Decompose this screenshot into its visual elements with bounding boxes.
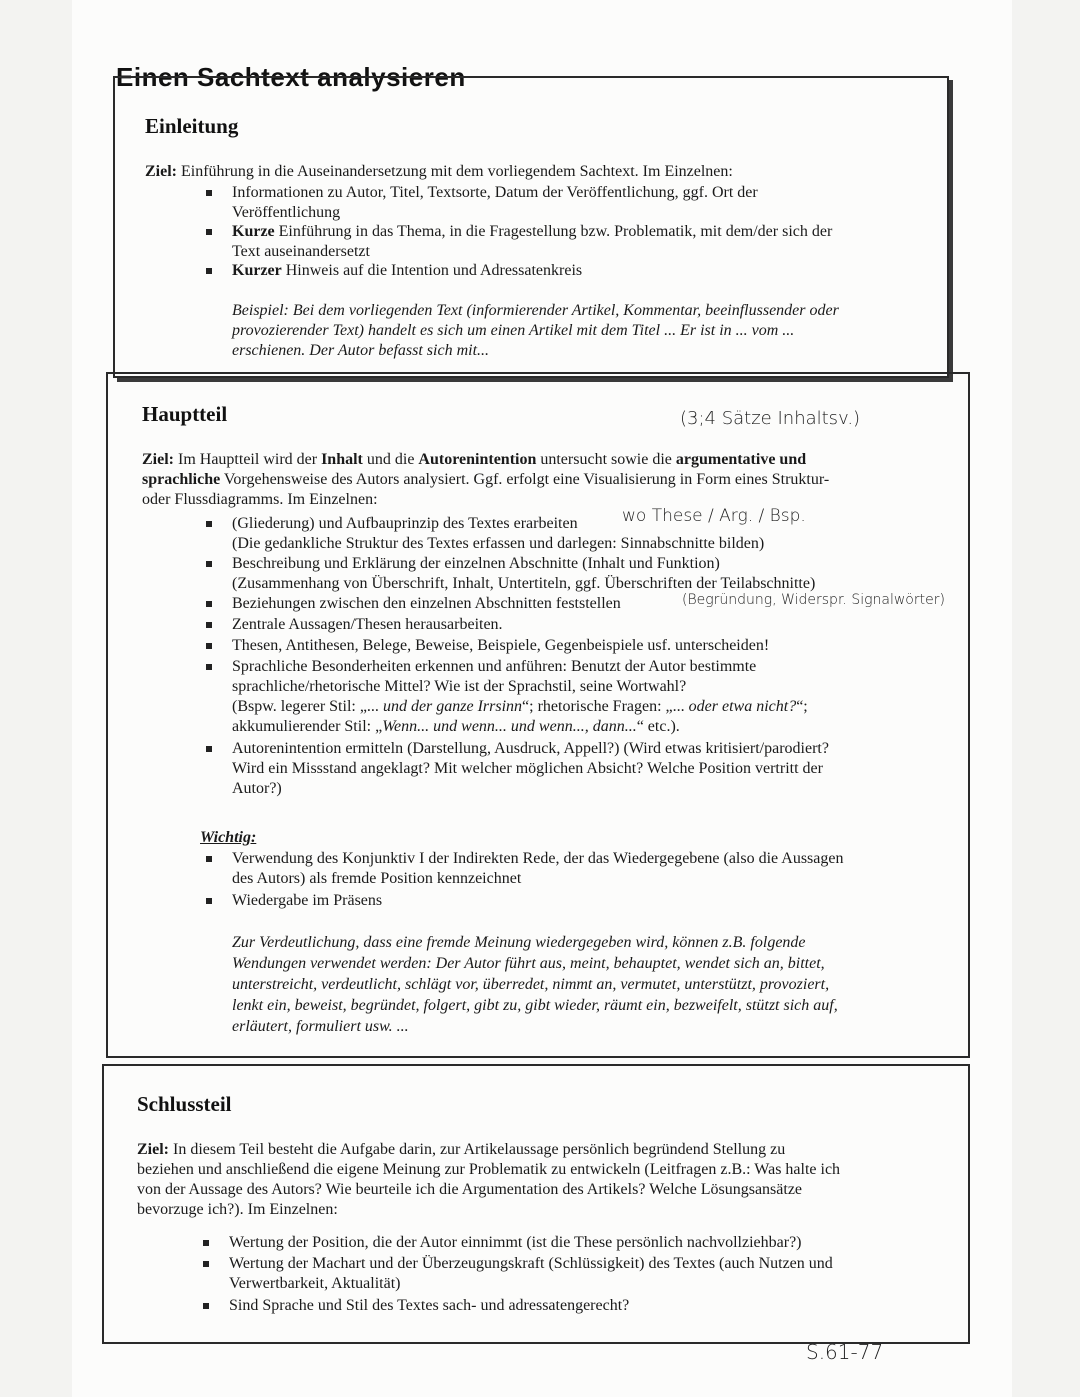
einleitung-bullet-2: Kurze Einführung in das Thema, in die Fragestellung bzw. Problematik, mit dem/der sich der Text auseinandersetzt (232, 223, 833, 260)
einleitung-bullet-1: Informationen zu Autor, Titel, Textsorte, Datum der Veröffentlichung, ggf. Ort der Veröffentlichung (232, 184, 758, 221)
bullet-icon (206, 190, 212, 196)
wichtig-bullet-1: Verwendung des Konjunktiv I der Indirekten Rede, der das Wiedergegebene (also die Aussagen des Autors) als fremde Position kennzeichnet (232, 850, 844, 887)
hauptteil-heading: Hauptteil (142, 402, 228, 426)
page-reference: S.61-77 (806, 1340, 884, 1364)
bullet-icon (206, 856, 212, 862)
bullet-icon (206, 898, 212, 904)
hauptteil-ziel: Ziel: Im Hauptteil wird der Inhalt und die Autorenintention untersucht sowie die argumentative und sprachliche Vorgehensweise des Autors analysiert. Ggf. erfolgt eine Visualisierung in Form eines Struktur- oder Flussdiagramms. Im Einzelnen: (142, 451, 830, 508)
bullet-icon (206, 664, 212, 670)
einleitung-ziel: Ziel: Einführung in die Auseinandersetzung mit dem vorliegendem Sachtext. Im Einzelnen: (145, 163, 733, 180)
hauptteil-bullet-6: Sprachliche Besonderheiten erkennen und anführen: Benutzt der Autor bestimmte sprachliche/rhetorische Mittel? Wie ist der Sprachstil, seine Wortwahl? (Bspw. legerer Stil: „... und der ganze Irrsinn“; rhetorische Fragen: „... oder etwa nicht?“; akkumulierender Stil: „Wenn... und wenn... und wenn..., dann...“ etc.). (232, 658, 808, 735)
schlussteil-bullet-2: Wertung der Machart und der Überzeugungskraft (Schlüssigkeit) des Textes (auch Nutzen und Verwertbarkeit, Aktualität) (229, 1255, 833, 1292)
bullet-icon (206, 561, 212, 567)
schlussteil-bullet-3: Sind Sprache und Stil des Textes sach- und adressatengerecht? (229, 1297, 630, 1314)
bullet-icon (206, 229, 212, 235)
wichtig-label: Wichtig: (200, 829, 257, 846)
bullet-icon (206, 643, 212, 649)
einleitung-beispiel: Beispiel: Bei dem vorliegenden Text (informierender Artikel, Kommentar, beeinflussender oder provozierender Text) handelt es sich um einen Artikel mit dem Titel ... Er ist in ... vom ... erschienen. Der Autor befasst sich mit... (232, 302, 839, 359)
hauptteil-bullet-7: Autorenintention ermitteln (Darstellung, Ausdruck, Appell?) (Wird etwas kritisiert/parodiert? Wird ein Missstand angeklagt? Mit welcher möglichen Absicht? Welche Position vertritt der Autor?) (232, 740, 829, 797)
hauptteil-bullet-2: Beschreibung und Erklärung der einzelnen Abschnitte (Inhalt und Funktion) (Zusammenhang von Überschrift, Inhalt, Untertiteln, ggf. Überschriften der Teilabschnitte) (232, 555, 816, 592)
handwritten-note-gliederung: wo These / Arg. / Bsp. (622, 506, 806, 526)
hauptteil-bullet-5: Thesen, Antithesen, Belege, Beweise, Beispiele, Gegenbeispiele usf. unterscheiden! (232, 637, 770, 654)
page-title: Einen Sachtext analysieren (116, 62, 466, 92)
schlussteil-heading: Schlussteil (137, 1092, 232, 1116)
bullet-icon (206, 601, 212, 607)
bullet-icon (206, 268, 212, 274)
bullet-icon (206, 622, 212, 628)
hauptteil-bullet-4: Zentrale Aussagen/Thesen herausarbeiten. (232, 616, 503, 633)
schlussteil-bullet-1: Wertung der Position, die der Autor einnimmt (ist die These persönlich nachvollziehbar?) (229, 1234, 802, 1251)
hauptteil-bullet-3: Beziehungen zwischen den einzelnen Abschnitten feststellen (232, 595, 621, 612)
bullet-icon (206, 521, 212, 527)
einleitung-bullet-3: Kurzer Hinweis auf die Intention und Adressatenkreis (232, 262, 583, 279)
handwritten-note-beziehungen: (Begründung, Widerspr. Signalwörter) (682, 592, 945, 608)
hauptteil-bullet-1: (Gliederung) und Aufbauprinzip des Textes erarbeiten (Die gedankliche Struktur des Textes erfassen und darlegen: Sinnabschnitte bilden) (232, 515, 765, 552)
bullet-icon (203, 1240, 209, 1246)
bullet-icon (206, 746, 212, 752)
handwritten-note-top: (3;4 Sätze Inhaltsv.) (680, 408, 861, 429)
bullet-icon (203, 1261, 209, 1267)
einleitung-heading: Einleitung (145, 114, 239, 138)
schlussteil-ziel: Ziel: In diesem Teil besteht die Aufgabe darin, zur Artikelaussage persönlich begründend Stellung zu beziehen und anschließend die eigene Meinung zur Problematik zu entwickeln (Leitfragen z.B.: Was halte ich von der Aussage des Autors? Wie beurteile ich die Argumentation des Artikels? Welche Lösungsansätze bevorzuge ich?). Im Einzelnen: (137, 1141, 841, 1218)
verdeutlichung-text: Zur Verdeutlichung, dass eine fremde Meinung wiedergegeben wird, können z.B. folgende Wendungen verwendet werden: Der Autor führt aus, meint, behauptet, wendet sich an, bittet, unterstreicht, verdeutlicht, schlägt vor, überredet, nimmt an, vermutet, unterstützt, provoziert, lenkt ein, beweist, begründet, folgert, gibt zu, gibt wieder, räumt ein, bezweifelt, stützt sich auf, erläutert, formuliert usw. ... (232, 934, 838, 1035)
wichtig-bullet-2: Wiedergabe im Präsens (232, 892, 383, 909)
bullet-icon (203, 1303, 209, 1309)
